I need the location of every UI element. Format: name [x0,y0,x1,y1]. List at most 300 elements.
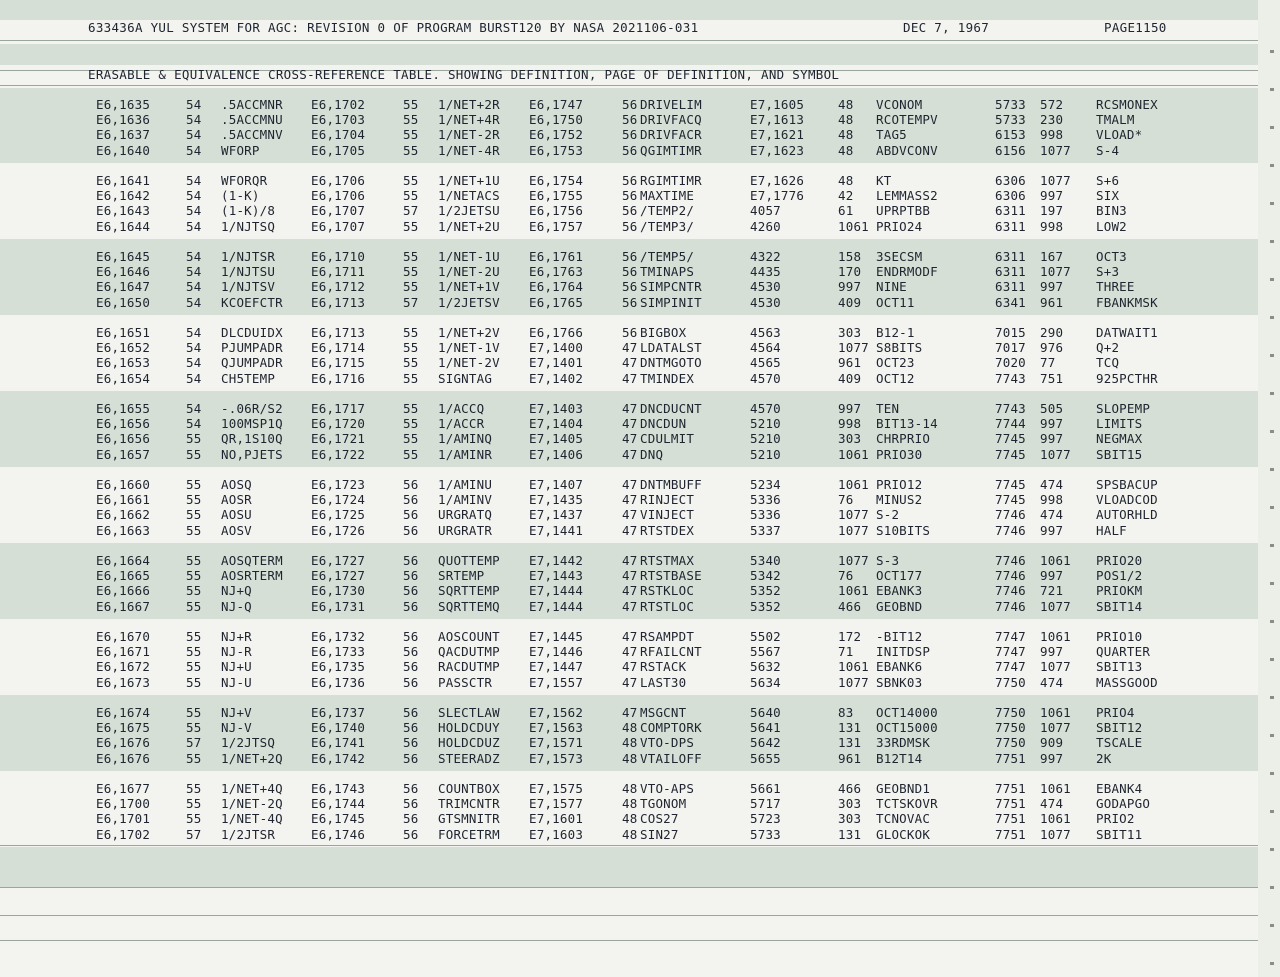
table-cell: WFORQR [221,173,268,188]
table-cell: E7,1571 [529,735,584,751]
table-cell: E6,1663 [96,522,151,538]
table-cell: 56 [403,644,419,660]
table-cell: QJUMPADR [221,355,283,371]
table-cell: E7,1435 [529,492,584,508]
table-cell: 409 [838,370,862,386]
table-cell: E6,1755 [529,188,584,204]
table-row [0,781,1258,796]
table-cell: (1-K)/8 [221,203,276,219]
table-cell: CH5TEMP [221,370,276,386]
table-row [0,720,1258,735]
table-cell: 1/AMINQ [438,431,493,447]
table-cell: E6,1655 [96,401,151,416]
table-cell: E6,1645 [96,249,151,264]
table-cell: 55 [403,355,419,371]
table-cell: 1/2JTSR [221,826,276,842]
table-cell: PJUMPADR [221,340,283,356]
table-cell: LOW2 [1096,218,1127,234]
table-cell: 5733 [995,112,1026,128]
table-cell: 76 [838,492,854,508]
table-cell: PRIO4 [1096,705,1135,720]
table-cell: 47 [622,705,638,720]
table-cell: HOLDCDUY [438,720,500,736]
table-cell: E6,1711 [311,264,366,280]
table-cell: 1061 [838,218,869,234]
table-row [0,583,1258,598]
table-cell: 56 [403,659,419,675]
tractor-feed-margin [1258,0,1280,977]
table-cell: PRIO12 [876,477,923,492]
table-cell: E6,1745 [311,811,366,827]
table-cell: 7751 [995,826,1026,842]
table-cell: E6,1722 [311,446,366,462]
table-cell: E7,1573 [529,750,584,766]
table-cell: E6,1705 [311,142,366,158]
table-cell: 55 [403,370,419,386]
table-cell: 303 [838,325,862,340]
table-cell: 1077 [838,522,869,538]
table-cell: SRTEMP [438,568,485,584]
table-cell: E6,1730 [311,583,366,599]
table-cell: FBANKMSK [1096,294,1158,310]
table-cell: 55 [403,112,419,128]
table-row [0,97,1258,112]
table-cell: 230 [1040,112,1064,128]
table-cell: E6,1652 [96,340,151,356]
table-cell: E7,1563 [529,720,584,736]
table-cell: 6311 [995,203,1026,219]
table-cell: 997 [1040,431,1064,447]
table-cell: AUTORHLD [1096,507,1158,523]
table-cell: SIX [1096,188,1120,204]
table-cell: E6,1636 [96,112,151,128]
table-cell: E6,1707 [311,203,366,219]
table-cell: 4530 [750,279,781,295]
table-cell: 55 [403,401,419,416]
table-cell: URGRATR [438,522,493,538]
table-cell: 56 [403,750,419,766]
table-cell: 48 [838,127,854,143]
table-cell: 1/NET+1U [438,173,500,188]
table-cell: 54 [186,173,202,188]
table-cell: 1/ACCR [438,416,485,432]
table-cell: TCNOVAC [876,811,931,827]
table-cell: 4565 [750,355,781,371]
table-cell: 1077 [1040,173,1071,188]
table-cell: E6,1757 [529,218,584,234]
feed-hole [1270,886,1274,889]
table-row [0,796,1258,811]
table-cell: 56 [622,249,638,264]
table-row [0,355,1258,370]
table-cell: 1061 [1040,781,1071,796]
table-cell: TGONOM [640,796,687,812]
table-cell: 55 [403,340,419,356]
table-cell: S+3 [1096,264,1120,280]
feed-hole [1270,202,1274,205]
table-cell: COMPTORK [640,720,702,736]
table-cell: E7,1447 [529,659,584,675]
table-cell: E7,1401 [529,355,584,371]
table-cell: 5717 [750,796,781,812]
table-cell: 5655 [750,750,781,766]
table-cell: 6311 [995,249,1026,264]
table-cell: 4530 [750,294,781,310]
table-cell: 721 [1040,583,1064,599]
table-cell: 48 [622,811,638,827]
table-cell: SLECTLAW [438,705,500,720]
table-cell: 7746 [995,553,1026,568]
table-row [0,447,1258,462]
table-cell: E7,1443 [529,568,584,584]
table-cell: PRIO24 [876,218,923,234]
table-cell: 6311 [995,279,1026,295]
table-cell: BIN3 [1096,203,1127,219]
table-cell: 48 [838,173,854,188]
table-cell: 55 [186,568,202,584]
feed-hole [1270,506,1274,509]
table-cell: MSGCNT [640,705,687,720]
table-cell: BIT13-14 [876,416,938,432]
table-cell: PRIO30 [876,446,923,462]
table-cell: E6,1720 [311,416,366,432]
table-cell: E6,1744 [311,796,366,812]
table-cell: 1/2JETSU [438,203,500,219]
table-cell: 56 [403,477,419,492]
table-cell: 4435 [750,264,781,280]
table-cell: NJ-Q [221,598,252,614]
table-cell: E6,1654 [96,370,151,386]
table-cell: 1077 [838,553,869,568]
table-cell: TSCALE [1096,735,1143,751]
table-cell: DATWAIT1 [1096,325,1158,340]
table-cell: 57 [186,826,202,842]
table-row [0,553,1258,568]
table-cell: E7,1404 [529,416,584,432]
table-cell: 1/NET+2R [438,97,500,112]
table-cell: 1/NET-2U [438,264,500,280]
table-cell: NO,PJETS [221,446,283,462]
table-cell: 47 [622,644,638,660]
table-cell: 7745 [995,446,1026,462]
table-cell: 7743 [995,401,1026,416]
table-cell: RACDUTMP [438,659,500,675]
table-cell: E6,1707 [311,218,366,234]
table-cell: 6311 [995,264,1026,280]
table-cell: 1077 [1040,720,1071,736]
table-cell: E6,1656 [96,416,151,432]
table-cell: 170 [838,264,862,280]
table-cell: E6,1700 [96,796,151,812]
table-cell: 5661 [750,781,781,796]
table-cell: SBIT11 [1096,826,1143,842]
table-cell: 47 [622,477,638,492]
table-cell: E7,1403 [529,401,584,416]
table-cell: 1/NET+2Q [221,750,283,766]
table-cell: E7,1444 [529,583,584,599]
table-cell: TMINAPS [640,264,695,280]
table-row [0,644,1258,659]
table-cell: E6,1721 [311,431,366,447]
table-row [0,751,1258,766]
table-cell: 997 [1040,644,1064,660]
table-cell: 55 [403,173,419,188]
table-cell: 7746 [995,568,1026,584]
table-cell: COS27 [640,811,679,827]
table-cell: E7,1444 [529,598,584,614]
table-cell: TRIMCNTR [438,796,500,812]
table-cell: 7750 [995,674,1026,690]
table-cell: PRIO20 [1096,553,1143,568]
table-cell: 5352 [750,583,781,599]
table-row [0,143,1258,158]
table-cell: 7750 [995,720,1026,736]
table-cell: E6,1714 [311,340,366,356]
table-cell: 998 [838,416,862,432]
feed-hole [1270,620,1274,623]
table-cell: 1/NJTSU [221,264,276,280]
table-cell: 1/NJTSR [221,249,276,264]
table-cell: E7,1407 [529,477,584,492]
table-row [0,401,1258,416]
table-cell: 172 [838,629,862,644]
table-cell: 997 [1040,416,1064,432]
table-row [0,416,1258,431]
table-row [0,279,1258,294]
table-cell: TCTSKOVR [876,796,938,812]
table-cell: 466 [838,598,862,614]
table-cell: 47 [622,446,638,462]
table-cell: 56 [622,264,638,280]
feed-hole [1270,50,1274,53]
table-cell: GLOCKOK [876,826,931,842]
table-cell: SBNK03 [876,674,923,690]
table-cell: 1061 [1040,629,1071,644]
table-cell: 1/2JETSV [438,294,500,310]
table-cell: 55 [186,553,202,568]
table-cell: 997 [1040,188,1064,204]
table-cell: AOSQ [221,477,252,492]
table-cell: 466 [838,781,862,796]
table-cell: E6,1716 [311,370,366,386]
table-cell: SQRTTEMP [438,583,500,599]
table-cell: E6,1754 [529,173,584,188]
table-cell: 167 [1040,249,1064,264]
table-cell: 1077 [838,507,869,523]
table-cell: 6341 [995,294,1026,310]
table-cell: 1/NET+2U [438,218,500,234]
table-cell: SBIT13 [1096,659,1143,675]
table-cell: SIMPINIT [640,294,702,310]
table-cell: E6,1664 [96,553,151,568]
table-row [0,219,1258,234]
table-cell: 56 [622,203,638,219]
table-cell: UPRPTBB [876,203,931,219]
table-cell: RTSTDEX [640,522,695,538]
table-cell: 47 [622,568,638,584]
table-cell: 55 [186,659,202,675]
table-cell: 55 [403,142,419,158]
table-cell: E6,1656 [96,431,151,447]
table-cell: 997 [1040,522,1064,538]
table-cell: 303 [838,431,862,447]
table-cell: 7747 [995,644,1026,660]
table-cell: 54 [186,325,202,340]
table-cell: 55 [186,705,202,720]
table-cell: QUARTER [1096,644,1151,660]
table-cell: 47 [622,492,638,508]
table-cell: GODAPGO [1096,796,1151,812]
table-cell: 1077 [1040,598,1071,614]
table-cell: RFAILCNT [640,644,702,660]
table-cell: 47 [622,583,638,599]
table-cell: VTO-APS [640,781,695,796]
table-cell: E7,1577 [529,796,584,812]
table-cell: E7,1400 [529,340,584,356]
table-cell: LDATALST [640,340,702,356]
table-cell: E6,1761 [529,249,584,264]
table-cell: DNCDUCNT [640,401,702,416]
table-cell: 47 [622,659,638,675]
table-cell: 474 [1040,507,1064,523]
table-cell: 4260 [750,218,781,234]
table-cell: 572 [1040,97,1064,112]
table-cell: E6,1674 [96,705,151,720]
table-cell: 998 [1040,127,1064,143]
table-cell: 54 [186,340,202,356]
table-cell: 54 [186,294,202,310]
table-cell: E6,1644 [96,218,151,234]
table-cell: 47 [622,370,638,386]
table-cell: VINJECT [640,507,695,523]
table-cell: E6,1750 [529,112,584,128]
table-cell: VTO-DPS [640,735,695,751]
table-cell: 71 [838,644,854,660]
table-cell: 1/NET-2R [438,127,500,143]
table-cell: 7745 [995,477,1026,492]
table-cell: LEMMASS2 [876,188,938,204]
table-cell: CDULMIT [640,431,695,447]
table-row [0,431,1258,446]
table-cell: PRIO10 [1096,629,1143,644]
table-cell: 55 [186,507,202,523]
table-cell: 5723 [750,811,781,827]
table-cell: 997 [838,401,862,416]
table-cell: PASSCTR [438,674,493,690]
table-cell: /TEMP3/ [640,218,695,234]
table-cell: 54 [186,355,202,371]
table-cell: 56 [403,781,419,796]
table-cell: LIMITS [1096,416,1143,432]
table-cell: 77 [1040,355,1056,371]
table-cell: E6,1703 [311,112,366,128]
table-cell: E6,1643 [96,203,151,219]
table-cell: AOSV [221,522,252,538]
table-cell: E6,1637 [96,127,151,143]
table-cell: E6,1752 [529,127,584,143]
table-cell: 474 [1040,674,1064,690]
table-cell: 5632 [750,659,781,675]
feed-hole [1270,734,1274,737]
table-cell: 7746 [995,598,1026,614]
table-cell: SBIT15 [1096,446,1143,462]
table-cell: 131 [838,735,862,751]
feed-hole [1270,88,1274,91]
table-cell: E6,1670 [96,629,151,644]
table-cell: 1/AMINU [438,477,493,492]
table-cell: 57 [403,203,419,219]
table-cell: 55 [186,811,202,827]
table-cell: 1/NET-4Q [221,811,283,827]
table-cell: E7,1406 [529,446,584,462]
table-cell: 1/NET+4R [438,112,500,128]
table-cell: 54 [186,264,202,280]
table-cell: DRIVELIM [640,97,702,112]
table-cell: /TEMP2/ [640,203,695,219]
table-cell: 4322 [750,249,781,264]
feed-hole [1270,848,1274,851]
table-cell: 976 [1040,340,1064,356]
table-cell: E6,1662 [96,507,151,523]
table-cell: E6,1672 [96,659,151,675]
table-cell: E6,1723 [311,477,366,492]
table-cell: 55 [186,477,202,492]
table-cell: DRIVFACQ [640,112,702,128]
table-cell: 54 [186,279,202,295]
table-cell: RTSTMAX [640,553,695,568]
table-cell: AOSU [221,507,252,523]
table-cell: 57 [403,294,419,310]
table-cell: B12T14 [876,750,923,766]
table-cell: 55 [186,720,202,736]
table-cell: RCOTEMPV [876,112,938,128]
table-cell: 303 [838,796,862,812]
table-cell: E7,1445 [529,629,584,644]
table-cell: E6,1725 [311,507,366,523]
table-cell: 56 [403,826,419,842]
table-cell: E6,1747 [529,97,584,112]
table-cell: 5641 [750,720,781,736]
table-cell: MASSGOOD [1096,674,1158,690]
table-cell: E6,1740 [311,720,366,736]
table-cell: -BIT12 [876,629,923,644]
table-cell: 54 [186,401,202,416]
table-cell: E7,1603 [529,826,584,842]
table-cell: E6,1704 [311,127,366,143]
table-cell: E7,1605 [750,97,805,112]
table-cell: 998 [1040,218,1064,234]
table-cell: E6,1756 [529,203,584,219]
table-cell: TAG5 [876,127,907,143]
table-cell: SBIT12 [1096,720,1143,736]
table-cell: INITDSP [876,644,931,660]
table-cell: POS1/2 [1096,568,1143,584]
table-cell: HALF [1096,522,1127,538]
feed-hole [1270,164,1274,167]
table-cell: EBANK6 [876,659,923,675]
table-cell: E6,1736 [311,674,366,690]
table-cell: 7750 [995,705,1026,720]
table-cell: E6,1665 [96,568,151,584]
table-cell: OCT177 [876,568,923,584]
table-cell: E6,1766 [529,325,584,340]
table-cell: SBIT14 [1096,598,1143,614]
table-cell: QACDUTMP [438,644,500,660]
table-cell: 56 [403,568,419,584]
table-cell: 48 [838,142,854,158]
table-cell: E6,1715 [311,355,366,371]
table-cell: 56 [622,97,638,112]
